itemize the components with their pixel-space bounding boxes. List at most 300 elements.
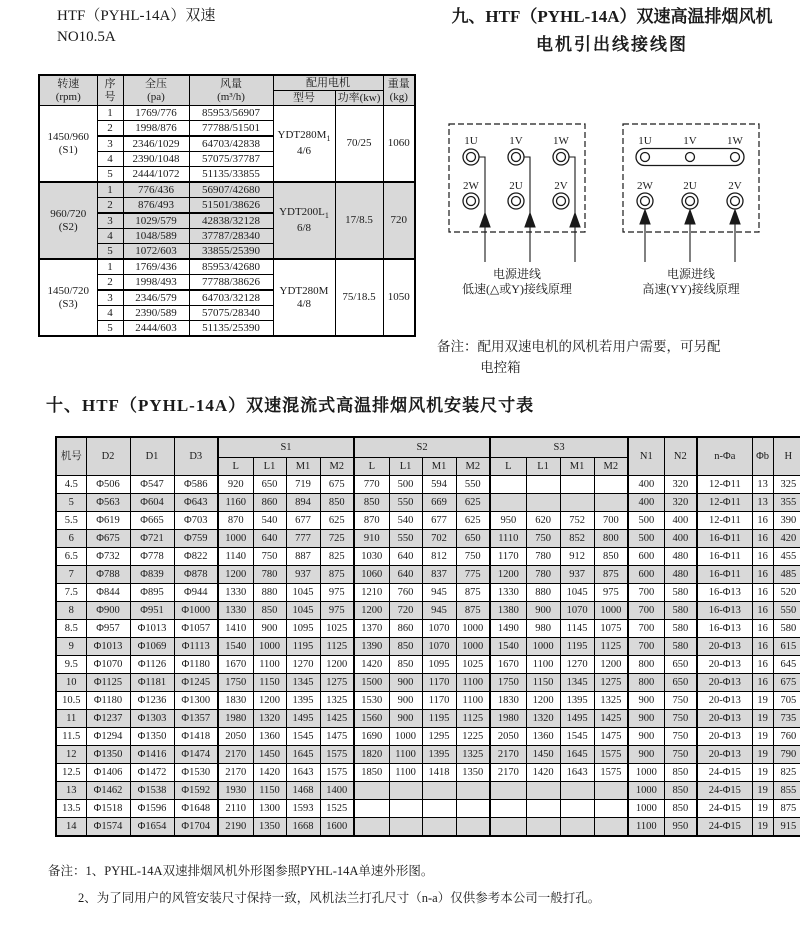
dim-cell: 850 (664, 764, 697, 782)
dim-row (56, 800, 800, 818)
perf-no-cell: 5 (97, 244, 123, 260)
dim-cell: 1643 (286, 764, 320, 782)
dim-cell: 20-Φ13 (697, 710, 752, 728)
col-s2-l1: L1 (389, 458, 422, 476)
dim-cell: 390 (773, 512, 800, 530)
dim-cell: 16 (752, 674, 773, 692)
dim-row (56, 692, 800, 710)
terminal-circle-inner (467, 197, 476, 206)
dim-cell: 540 (389, 512, 422, 530)
performance-table (38, 74, 416, 337)
perf-flow-cell: 77788/51501 (189, 121, 273, 137)
dim-cell: Φ1000 (174, 602, 218, 620)
dim-cell: 1360 (253, 728, 286, 746)
terminal-circle (463, 193, 479, 209)
perf-no-cell: 4 (97, 229, 123, 244)
dim-cell: 850 (253, 602, 286, 620)
dim-cell: 1210 (354, 584, 389, 602)
dim-cell: Φ1472 (130, 764, 174, 782)
dim-cell: 677 (286, 512, 320, 530)
dim-cell: 1325 (456, 746, 490, 764)
col-unit: 机号 (56, 437, 86, 476)
dim-cell: 1195 (560, 638, 594, 656)
perf-flow-cell: 56907/42680 (189, 182, 273, 198)
dim-cell: 1320 (526, 710, 560, 728)
dim-cell: Φ1654 (130, 818, 174, 837)
dim-cell: 1450 (253, 746, 286, 764)
wiring-remark-line2: 电控箱 (480, 359, 521, 375)
dim-cell: 1200 (253, 692, 286, 710)
col-motor-model: 型号 (273, 91, 335, 106)
dim-cell: 1540 (218, 638, 253, 656)
bottom-terminals (637, 193, 743, 209)
perf-pressure-cell: 1769/776 (123, 106, 189, 121)
perf-flow-cell: 57075/37787 (189, 152, 273, 167)
perf-power-cell: 70/25 (335, 106, 383, 183)
dim-cell: 650 (664, 674, 697, 692)
top-terminals (463, 149, 569, 165)
dim-row (56, 620, 800, 638)
dim-row (56, 656, 800, 674)
dim-cell: 760 (389, 584, 422, 602)
dim-cell: 1200 (218, 566, 253, 584)
perf-pressure-cell: 1998/493 (123, 275, 189, 291)
dim-cell: Φ900 (86, 602, 130, 620)
dim-cell: 870 (354, 512, 389, 530)
dim-cell: 669 (422, 494, 456, 512)
perf-motor-cell: $YDT200L_1$ 6/8 (273, 182, 335, 259)
dim-cell: 850 (389, 638, 422, 656)
col-s1-l1: L1 (253, 458, 286, 476)
dim-cell (490, 818, 526, 837)
dim-cell: Φ1518 (86, 800, 130, 818)
dim-cell: 400 (664, 512, 697, 530)
col-s1-m1: M1 (286, 458, 320, 476)
dim-cell: 700 (628, 602, 664, 620)
dim-cell: 1000 (628, 800, 664, 818)
col-flow (189, 75, 273, 106)
bus-bar (636, 149, 744, 166)
dim-cell: Φ1406 (86, 764, 130, 782)
dim-cell: 1690 (354, 728, 389, 746)
dim-cell: 1150 (253, 674, 286, 692)
perf-no-cell: 1 (97, 259, 123, 275)
col-s2-m1: M1 (422, 458, 456, 476)
col-speed-l2: (rpm) (55, 90, 81, 103)
dim-cell: 800 (628, 656, 664, 674)
dim-cell: 1980 (490, 710, 526, 728)
col-flow-l1: 风量 (220, 77, 242, 90)
dim-cell: 640 (389, 548, 422, 566)
col-d2: D2 (86, 437, 130, 476)
col-b: Φb (752, 437, 773, 476)
perf-pressure-cell: 876/493 (123, 198, 189, 214)
dim-cell: 1930 (218, 782, 253, 800)
dim-cell: 1395 (286, 692, 320, 710)
dim-cell: 1095 (422, 656, 456, 674)
dim-cell: 580 (773, 620, 800, 638)
dim-cell: 1170 (422, 674, 456, 692)
perf-no-cell: 3 (97, 213, 123, 229)
dim-cell: 900 (628, 728, 664, 746)
dim-cell (456, 800, 490, 818)
dim-cell: 16-Φ13 (697, 620, 752, 638)
dim-cell: 875 (320, 566, 354, 584)
terminal-circle-inner (557, 197, 566, 206)
dim-cell: 1195 (422, 710, 456, 728)
dim-row (56, 818, 800, 837)
dim-cell: 20-Φ13 (697, 656, 752, 674)
perf-flow-cell: 85953/42680 (189, 259, 273, 275)
dim-cell: Φ957 (86, 620, 130, 638)
dim-cell: 1100 (389, 746, 422, 764)
dim-row (56, 638, 800, 656)
perf-pressure-cell: 2346/1029 (123, 136, 189, 152)
dim-cell: 850 (594, 548, 628, 566)
dim-cell: Φ675 (86, 530, 130, 548)
col-no-l1: 序 (104, 77, 116, 90)
bottom-terminals (463, 193, 569, 209)
terminal-circle (637, 193, 653, 209)
perf-no-cell: 4 (97, 306, 123, 321)
perf-speed-cell: 1450/720 (S3) (39, 259, 97, 336)
perf-flow-cell: 51135/33855 (189, 167, 273, 183)
dim-cell: 870 (218, 512, 253, 530)
perf-pressure-cell: 776/436 (123, 182, 189, 198)
dim-cell: 16 (752, 584, 773, 602)
dim-cell: 16 (752, 656, 773, 674)
dim-cell: 14 (56, 818, 86, 837)
dim-cell (354, 782, 389, 800)
section9-title-line1: 九、HTF（PYHL-14A）双速高温排烟风机 (451, 7, 773, 26)
dim-cell: 1560 (354, 710, 389, 728)
dim-cell: 1275 (320, 674, 354, 692)
dim-row (56, 764, 800, 782)
dim-cell: 1000 (628, 782, 664, 800)
dim-cell: 900 (389, 710, 422, 728)
terminal-label-1w: 1W (553, 135, 569, 147)
dim-cell: 702 (422, 530, 456, 548)
dim-cell: 1475 (594, 728, 628, 746)
terminal-label-2u: 2U (683, 180, 697, 192)
perf-flow-cell: 51135/25390 (189, 321, 273, 337)
low-speed-diagram (449, 124, 585, 296)
perf-pressure-cell: 1029/579 (123, 213, 189, 229)
dim-cell: 700 (594, 512, 628, 530)
dim-cell: 1025 (456, 656, 490, 674)
dim-cell: 900 (253, 620, 286, 638)
perf-flow-cell: 64703/32128 (189, 290, 273, 306)
dim-cell: 1350 (456, 764, 490, 782)
perf-motor-cell: $YDT280M_1$ 4/6 (273, 106, 335, 183)
dim-cell: 1075 (594, 620, 628, 638)
dim-cell: 6 (56, 530, 86, 548)
dim-cell: 1275 (594, 674, 628, 692)
dim-cell: 790 (773, 746, 800, 764)
dim-table-body (56, 476, 800, 837)
col-no-l2: 号 (104, 90, 116, 103)
dim-row (56, 710, 800, 728)
col-group-s3: S3 (490, 437, 628, 458)
dim-cell: 1320 (253, 710, 286, 728)
dim-cell: 1345 (560, 674, 594, 692)
dim-cell: 900 (389, 692, 422, 710)
terminal-circle-inner (686, 153, 695, 162)
dim-cell: 16 (752, 512, 773, 530)
dim-cell: 9 (56, 638, 86, 656)
perf-pressure-cell: 2444/603 (123, 321, 189, 337)
dim-cell: 500 (628, 512, 664, 530)
terminal-label-1v: 1V (683, 135, 697, 147)
top-terminals-bus (636, 149, 744, 166)
dim-cell: 1200 (526, 692, 560, 710)
dim-cell: Φ1057 (174, 620, 218, 638)
dim-cell: 770 (354, 476, 389, 494)
dim-cell: 677 (422, 512, 456, 530)
dim-cell: 705 (773, 692, 800, 710)
col-na: n-Φa (697, 437, 752, 476)
dim-cell (490, 476, 526, 494)
high-speed-diagram (623, 124, 759, 296)
dim-cell (594, 800, 628, 818)
dim-cell: 1420 (354, 656, 389, 674)
dim-cell: Φ1592 (174, 782, 218, 800)
terminal-circle (682, 193, 698, 209)
dim-cell: 1100 (389, 764, 422, 782)
perf-pressure-cell: 2390/1048 (123, 152, 189, 167)
dim-row (56, 584, 800, 602)
dim-cell: 1370 (354, 620, 389, 638)
perf-speed-cell: 1450/960 (S1) (39, 106, 97, 183)
dim-cell: 1495 (286, 710, 320, 728)
dim-cell: 2170 (490, 764, 526, 782)
dim-cell: 1045 (286, 584, 320, 602)
dim-cell: 880 (526, 584, 560, 602)
dim-cell: 980 (526, 620, 560, 638)
dim-cell: 1330 (490, 584, 526, 602)
terminal-circle (508, 149, 524, 165)
perf-speed-cell: 960/720 (S2) (39, 182, 97, 259)
dim-cell: 1195 (286, 638, 320, 656)
dim-cell: Φ1294 (86, 728, 130, 746)
dim-cell: 1593 (286, 800, 320, 818)
dim-cell: 480 (664, 548, 697, 566)
perf-power-cell: 17/8.5 (335, 182, 383, 259)
dim-cell: 12-Φ11 (697, 512, 752, 530)
dim-cell: 1060 (354, 566, 389, 584)
dim-row (56, 674, 800, 692)
dim-cell: 5.5 (56, 512, 86, 530)
power-feed-wires (640, 210, 740, 262)
col-pressure (123, 75, 189, 106)
dim-cell: 1425 (320, 710, 354, 728)
col-s3-l: L (490, 458, 526, 476)
dim-cell: 1100 (456, 674, 490, 692)
dim-cell: 1530 (354, 692, 389, 710)
dim-cell (490, 782, 526, 800)
perf-pressure-cell: 2444/1072 (123, 167, 189, 183)
dim-cell: 16 (752, 638, 773, 656)
dim-cell: 780 (253, 566, 286, 584)
dim-cell: 1418 (422, 764, 456, 782)
dim-cell (422, 818, 456, 837)
perf-flow-cell: 37787/28340 (189, 229, 273, 244)
dim-cell: 875 (456, 584, 490, 602)
dimensions-table-header (56, 437, 800, 476)
dim-cell: 320 (664, 476, 697, 494)
dim-cell: Φ721 (130, 530, 174, 548)
dim-cell: 920 (218, 476, 253, 494)
dim-cell: 1325 (320, 692, 354, 710)
dim-cell: Φ619 (86, 512, 130, 530)
dim-cell: Φ1236 (130, 692, 174, 710)
terminal-circle-inner (512, 197, 521, 206)
dim-cell: 1395 (560, 692, 594, 710)
dim-cell (594, 494, 628, 512)
dim-cell: Φ759 (174, 530, 218, 548)
dim-cell (490, 494, 526, 512)
dim-cell: 735 (773, 710, 800, 728)
dim-cell (526, 800, 560, 818)
dim-cell: 355 (773, 494, 800, 512)
dim-cell: 1100 (456, 692, 490, 710)
terminal-circle (553, 193, 569, 209)
dim-cell (560, 476, 594, 494)
dim-cell: Φ1180 (86, 692, 130, 710)
dim-cell: 1000 (594, 602, 628, 620)
col-s3-l1: L1 (526, 458, 560, 476)
dim-cell: 13 (56, 782, 86, 800)
terminal-circle (463, 149, 479, 165)
dim-cell: 1500 (354, 674, 389, 692)
dim-cell: 580 (664, 584, 697, 602)
col-s1-l: L (218, 458, 253, 476)
dim-cell: 777 (286, 530, 320, 548)
dim-cell: 1643 (560, 764, 594, 782)
dim-cell: 420 (773, 530, 800, 548)
dim-cell: 4.5 (56, 476, 86, 494)
dim-cell: 500 (628, 530, 664, 548)
col-no (97, 75, 123, 106)
dim-cell: 625 (456, 512, 490, 530)
terminal-circle-inner (731, 197, 740, 206)
high-caption-line1: 电源进线 (666, 267, 716, 281)
dim-cell: Φ1300 (174, 692, 218, 710)
col-s2-m2: M2 (456, 458, 490, 476)
dim-cell: 1000 (628, 764, 664, 782)
dim-cell: 1750 (218, 674, 253, 692)
dim-cell: 12-Φ11 (697, 476, 752, 494)
dim-cell: 1600 (320, 818, 354, 837)
dim-cell: 540 (253, 512, 286, 530)
dim-cell: 550 (389, 494, 422, 512)
dim-cell: 1450 (526, 746, 560, 764)
dim-cell: 1300 (253, 800, 286, 818)
dim-row (56, 782, 800, 800)
dim-cell: 625 (456, 494, 490, 512)
terminal-label-1u: 1U (464, 135, 478, 147)
perf-flow-cell: 77788/38626 (189, 275, 273, 291)
terminal-label-2u: 2U (509, 180, 523, 192)
perf-pressure-cell: 2346/579 (123, 290, 189, 306)
dimensions-table (55, 436, 800, 837)
dim-cell: Φ1596 (130, 800, 174, 818)
perf-flow-cell: 42838/32128 (189, 213, 273, 229)
dim-cell: 1200 (490, 566, 526, 584)
dim-row (56, 746, 800, 764)
dim-cell: 950 (664, 818, 697, 837)
dim-cell: Φ878 (174, 566, 218, 584)
dim-cell: 2170 (490, 746, 526, 764)
dim-cell: 600 (628, 548, 664, 566)
dim-cell: 1330 (218, 584, 253, 602)
dim-cell: 19 (752, 728, 773, 746)
dim-cell: 1200 (354, 602, 389, 620)
dim-cell: Φ703 (174, 512, 218, 530)
dim-cell: Φ1648 (174, 800, 218, 818)
dim-cell: 1070 (422, 620, 456, 638)
dim-cell: 13.5 (56, 800, 86, 818)
dim-row (56, 602, 800, 620)
dim-cell: 780 (526, 566, 560, 584)
dim-cell: 625 (320, 512, 354, 530)
wiring-remark-line1: 备注：配用双速电机的风机若用户需要，可另配 (437, 339, 721, 354)
perf-table-body (39, 106, 415, 337)
dim-cell: Φ1013 (86, 638, 130, 656)
col-d3: D3 (174, 437, 218, 476)
dim-cell: 1000 (526, 638, 560, 656)
terminal-circle-inner (641, 153, 650, 162)
dim-cell: 937 (560, 566, 594, 584)
dim-cell: 675 (773, 674, 800, 692)
dim-cell: 16 (752, 530, 773, 548)
dim-cell: 12-Φ11 (697, 494, 752, 512)
dim-cell: 580 (664, 638, 697, 656)
dim-cell: 16-Φ11 (697, 566, 752, 584)
dim-cell (594, 782, 628, 800)
dim-cell: 9.5 (56, 656, 86, 674)
perf-row (39, 182, 415, 198)
model-label: HTF（PYHL-14A）双速 (57, 8, 216, 24)
dim-cell: 875 (594, 566, 628, 584)
dim-cell: 1830 (490, 692, 526, 710)
dim-cell: 1160 (218, 494, 253, 512)
dim-cell: 1390 (354, 638, 389, 656)
col-pressure-l1: 全压 (145, 77, 167, 90)
dim-cell (354, 800, 389, 818)
dim-cell: 400 (664, 530, 697, 548)
dim-cell: 675 (320, 476, 354, 494)
dim-cell: Φ1013 (130, 620, 174, 638)
dim-cell (490, 800, 526, 818)
dim-cell: 1525 (320, 800, 354, 818)
dim-row (56, 476, 800, 494)
bottom-note-2: 2、为了同用户的风管安装尺寸保持一致，风机法兰打孔尺寸（n-a）仅供参考本公司一般打孔。 (78, 890, 601, 905)
dim-row (56, 530, 800, 548)
dim-cell: 16 (752, 602, 773, 620)
power-feed-wires (479, 157, 580, 262)
dim-cell: 16-Φ11 (697, 548, 752, 566)
perf-no-cell: 1 (97, 182, 123, 198)
dim-cell: 1575 (594, 764, 628, 782)
perf-no-cell: 2 (97, 121, 123, 137)
dim-cell: 20-Φ13 (697, 674, 752, 692)
dim-cell: 600 (628, 566, 664, 584)
dim-cell: 1545 (286, 728, 320, 746)
dim-cell: 8.5 (56, 620, 86, 638)
dim-cell: 900 (526, 602, 560, 620)
col-s2-l: L (354, 458, 389, 476)
